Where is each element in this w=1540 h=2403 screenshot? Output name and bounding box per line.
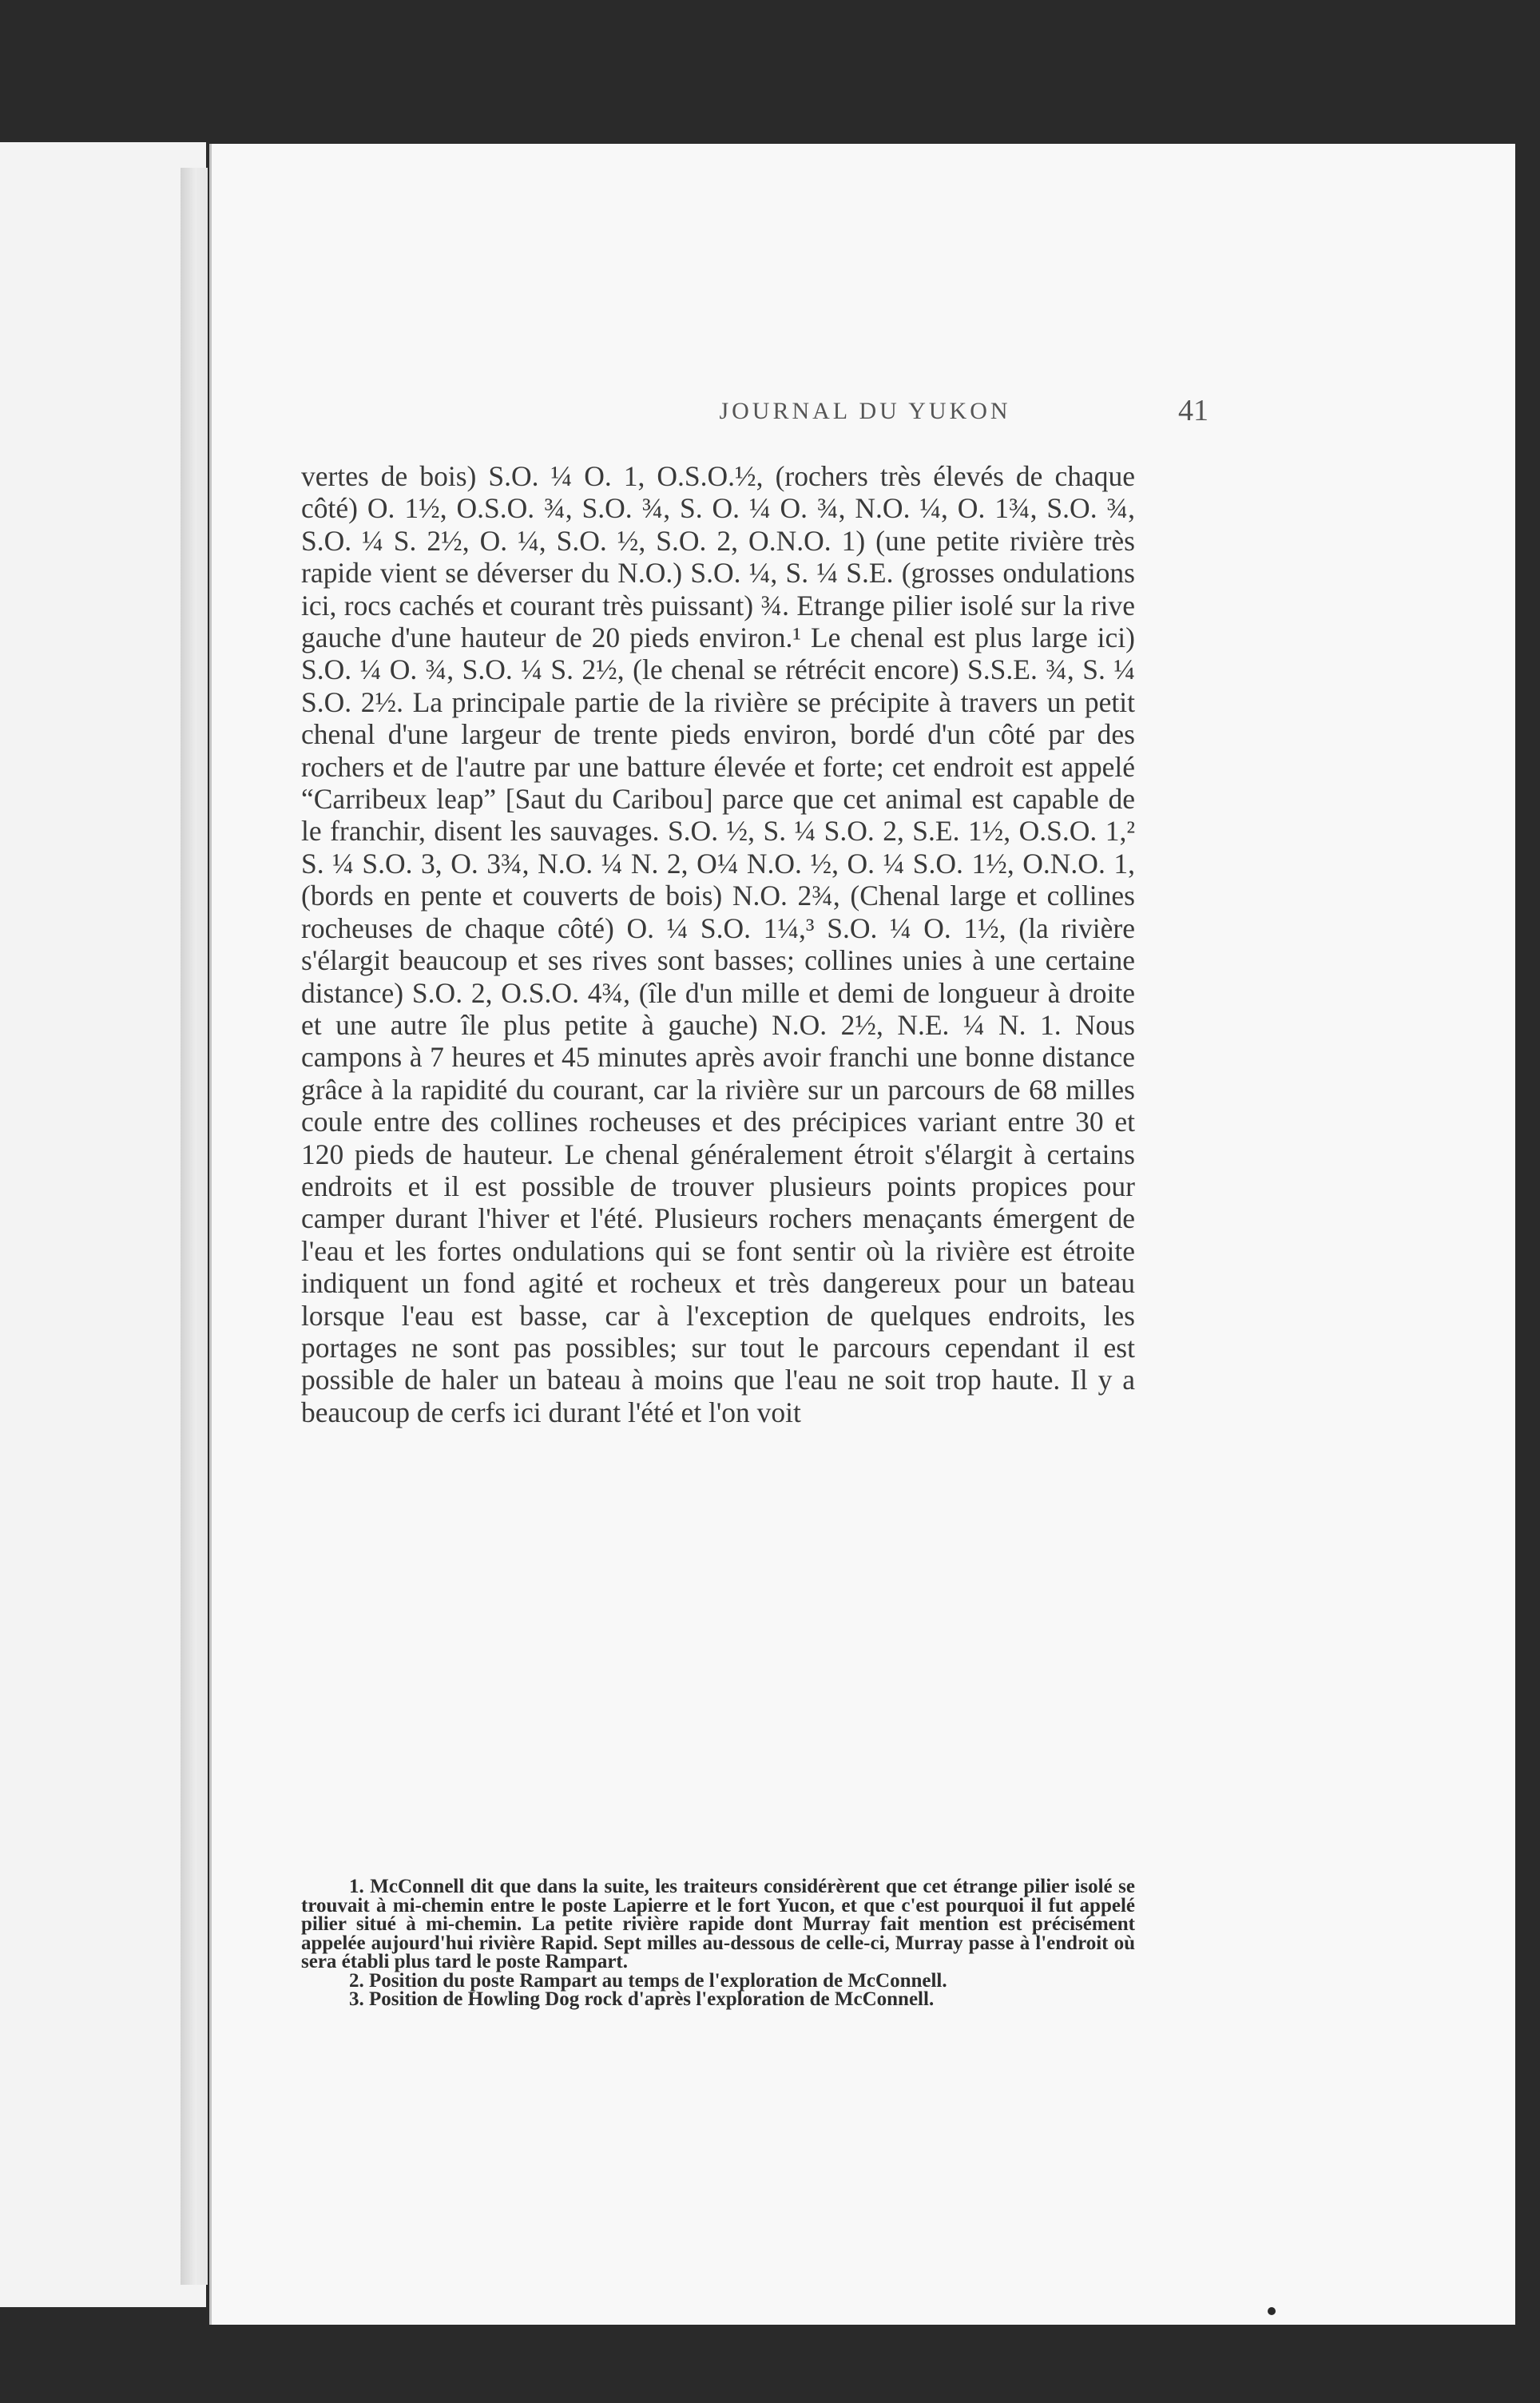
footnote-3: 3. Position de Howling Dog rock d'après l'exploration de McConnell. xyxy=(349,1988,935,2010)
ink-speck xyxy=(1268,2307,1276,2315)
running-title: JOURNAL DU YUKON xyxy=(719,398,1011,424)
body-paragraph: vertes de bois) S.O. ¼ O. 1, O.S.O.½, (rochers très élevés de chaque côté) O. 1½, O.S.O. ¾, S.O. ¾, S. O. ¼ O. ¾, N.O. ¼, O. 1¾, S.O. ¾, S.O. ¼ S. 2½, O. ¼, S.O. ½, S.O. 2, O.N.O. 1) (une petite rivière très rapide vient se déverser du N.O.) S.O. ¼, S. ¼ S.E. (grosses ondulations ici, rocs cachés et courant très puissant) ¾. Etrange pilier isolé sur la rive gauche d'une hauteur de 20 pieds environ.¹ Le chenal est plus large ici) S.O. ¼ O. ¾, S.O. ¼ S. 2½, (le chenal se rétrécit encore) S.S.E. ¾, S. ¼ S.O. 2½. La principale partie de la rivière se précipite à travers un petit chenal d'une largeur de trente pieds environ, bordé d'un côté par des rochers et de l'autre par une batture élevée et forte; cet endroit est appelé “Carribeux leap” [Saut du Caribou] parce que cet animal est capable de le franchir, disent les sauvages. S.O. ½, S. ¼ S.O. 2, S.E. 1½, O.S.O. 1,² S. ¼ S.O. 3, O. 3¾, N.O. ¼ N. 2, O¼ N.O. ½, O. ¼ S.O. 1½, O.N.O. 1, (bords en pente et couverts de bois) N.O. 2¾, (Chenal large et collines rocheuses de chaque côté) O. ¼ S.O. 1¼,³ S.O. ¼ O. 1½, (la rivière s'élargit beaucoup et ses rives sont basses; collines unies à une certaine distance) S.O. 2, O.S.O. 4¾, (île d'un mille et demi de longueur à droite et une autre île plus petite à gauche) N.O. 2½, N.E. ¼ N. 1. Nous campons à 7 heures et 45 minutes après avoir franchi une bonne distance grâce à la rapidité du courant, car la rivière sur un parcours de 68 milles coule entre des collines rocheuses et des précipices variant entre 30 et 120 pieds de hauteur. Le chenal généralement étroit s'élargit à certains endroits et il est possible de trouver plusieurs points propices pour camper durant l'hiver et l'été. Plusieurs rochers menaçants émergent de l'eau et les fortes ondulations qui se font sentir où la rivière est étroite indiquent un fond agité et rocheux et très dangereux pour un bateau lorsque l'eau est basse, car à l'exception de quelques endroits, les portages ne sont pas possibles; sur tout le parcours cependant il est possible de haler un bateau à moins que l'eau ne soit trop haute. Il y a beaucoup de cerfs ici durant l'été et l'on voit xyxy=(301,460,1135,1428)
left-page-edge xyxy=(0,142,206,2307)
footnote-1: 1. McConnell dit que dans la suite, les traiteurs considérèrent que cet étrange pilier isolé se trouvait à mi-chemin entre le poste Lapierre et le fort Yucon, et que c'est pourquoi il fut appelé pilier situé à mi-chemin. La petite rivière rapide dont Murray fait mention est précisément appelée aujourd'hui rivière Rapid. Sept milles au-dessous de celle-ci, Murray passe à l'endroit où sera établi plus tard le poste Rampart. xyxy=(301,1876,1135,1972)
running-header xyxy=(301,394,1429,446)
footnote-2: 2. Position du poste Rampart au temps de l'exploration de McConnell. xyxy=(349,1969,947,1992)
page-gutter-shadow xyxy=(181,168,208,2285)
footnotes xyxy=(301,1877,1135,2009)
page-number: 41 xyxy=(1178,394,1209,427)
book-page xyxy=(209,144,1515,2325)
